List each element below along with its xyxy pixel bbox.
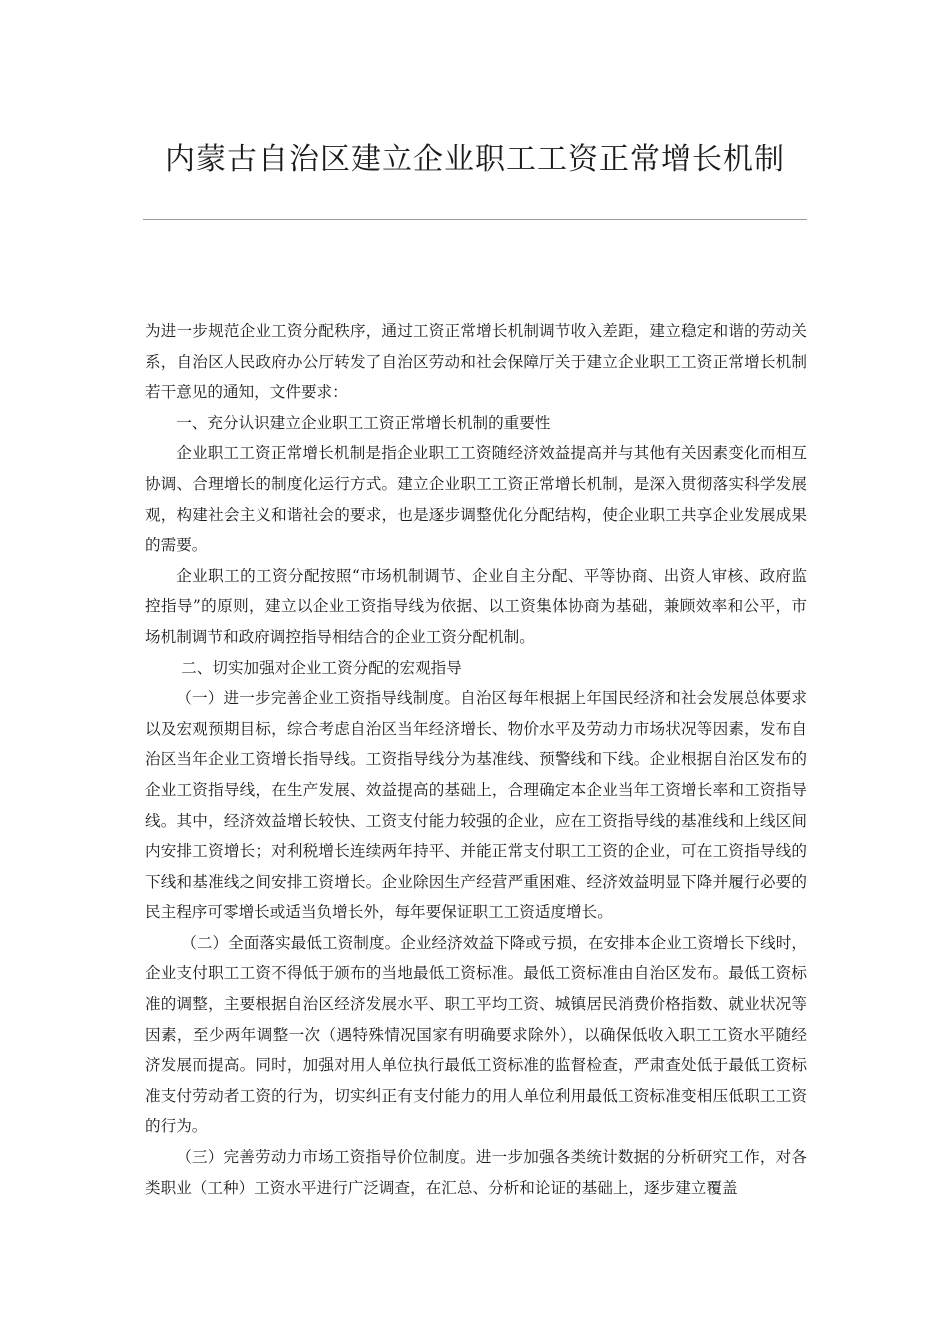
body-paragraph: 企业职工的工资分配按照“市场机制调节、企业自主分配、平等协商、出资人审核、政府监控指导”的原则，建立以企业工资指导线为依据、以工资集体协商为基础，兼顾效率和公平，市场机制调节和政府调控指导相结合的企业工资分配机制。	[145, 566, 807, 646]
subsection-paragraph-1: （一）进一步完善企业工资指导线制度。自治区每年根据上年国民经济和社会发展总体要求以及宏观预期目标，综合考虑自治区当年经济增长、物价水平及劳动力市场状况等因素，发布自治区当年企业工资增长指导线。工资指导线分为基准线、预警线和下线。企业根据自治区发布的企业工资指导线，在生产发展、效益提高的基础上，合理确定本企业当年工资增长率和工资指导线。其中，经济效益增长较快、工资支付能力较强的企业，应在工资指导线的基准线和上线区间内安排工资增长；对利税增长连续两年持平、并能正常支付职工工资的企业，可在工资指导线的下线和基准线之间安排工资增长。企业除因生产经营严重困难、经济效益明显下降并履行必要的民主程序可零增长或适当负增长外，每年要保证职工工资适度增长。	[145, 689, 807, 922]
intro-paragraph: 为进一步规范企业工资分配秩序，通过工资正常增长机制调节收入差距，建立稳定和谐的劳动关系，自治区人民政府办公厅转发了自治区劳动和社会保障厅关于建立企业职工工资正常增长机制若干意见的通知，文件要求：	[145, 322, 807, 402]
document-body	[145, 316, 807, 1203]
subsection-paragraph-2: （二）全面落实最低工资制度。企业经济效益下降或亏损，在安排本企业工资增长下线时，企业支付职工工资不得低于颁布的当地最低工资标准。最低工资标准由自治区发布。最低工资标准的调整，主要根据自治区经济发展水平、职工平均工资、城镇居民消费价格指数、就业状况等因素，至少两年调整一次（遇特殊情况国家有明确要求除外），以确保低收入职工工资水平随经济发展而提高。同时，加强对用人单位执行最低工资标准的监督检查，严肃查处低于最低工资标准支付劳动者工资的行为，切实纠正有支付能力的用人单位利用最低工资标准变相压低职工工资的行为。	[145, 933, 807, 1136]
section-heading-1: 一、充分认识建立企业职工工资正常增长机制的重要性	[176, 413, 551, 432]
section-heading-2: 二、切实加强对企业工资分配的宏观指导	[176, 658, 462, 677]
document-title: 内蒙古自治区建立企业职工工资正常增长机制	[165, 142, 785, 177]
subsection-paragraph-3: （三）完善劳动力市场工资指导价位制度。进一步加强各类统计数据的分析研究工作，对各类职业（工种）工资水平进行广泛调查，在汇总、分析和论证的基础上，逐步建立覆盖	[145, 1148, 807, 1197]
title-divider	[143, 219, 807, 220]
body-paragraph: 企业职工工资正常增长机制是指企业职工工资随经济效益提高并与其他有关因素变化而相互协调、合理增长的制度化运行方式。建立企业职工工资正常增长机制，是深入贯彻落实科学发展观，构建社会主义和谐社会的要求，也是逐步调整优化分配结构，使企业职工共享企业发展成果的需要。	[145, 444, 807, 555]
